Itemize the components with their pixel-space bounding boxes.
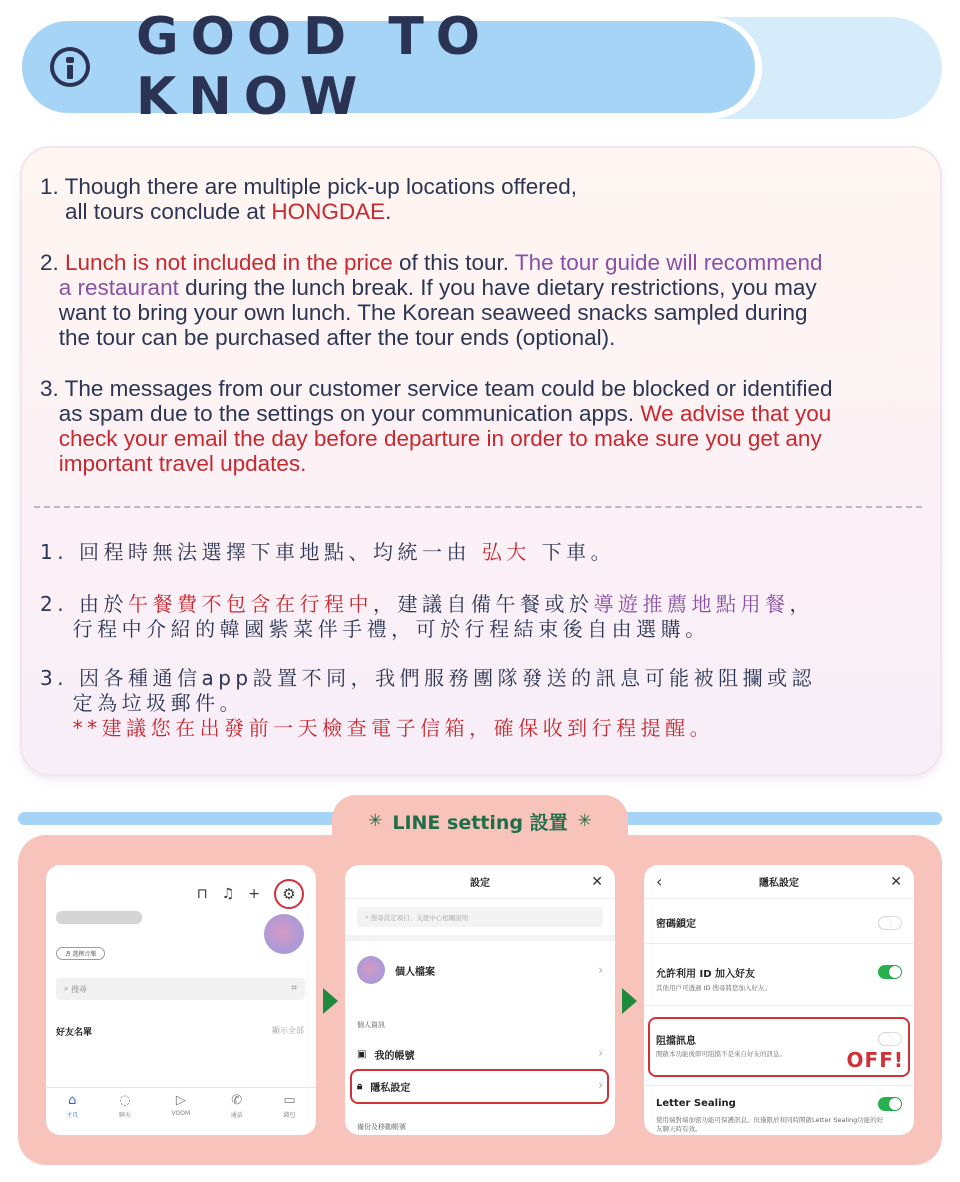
phone-icon: ✆ xyxy=(231,1093,243,1108)
note-highlight: check your email the day before departure in order to make sure you get any xyxy=(58,426,822,451)
note-text: all tours conclude at xyxy=(65,199,272,224)
note-number: 3. xyxy=(40,666,79,690)
english-note-3 xyxy=(40,376,832,476)
nav-label: 通話 xyxy=(230,1112,243,1119)
search-input[interactable] xyxy=(56,978,305,1000)
bell-icon[interactable]: ♫ xyxy=(221,886,235,902)
asterisk-icon: ✳ xyxy=(368,811,383,831)
note-text: Though there are multiple pick-up locations offered, xyxy=(64,174,577,199)
nav-item-wallet[interactable] xyxy=(283,1094,295,1135)
section-label-backup: 備份及移動帳號 xyxy=(357,1123,406,1131)
add-friend-icon[interactable]: + xyxy=(248,886,260,902)
close-icon[interactable]: ✕ xyxy=(890,874,902,890)
nav-label: 聊天 xyxy=(118,1112,131,1119)
privacy-highlight-frame xyxy=(350,1069,609,1104)
note-text: during the lunch break. If you have dietary restrictions, you may xyxy=(178,275,817,300)
note-highlight: HONGDAE xyxy=(271,199,386,224)
note-highlight: 午餐費不包含在行程中 xyxy=(127,592,373,616)
block-messages-label: 阻擋訊息 xyxy=(656,1036,696,1047)
chinese-note-3 xyxy=(40,666,816,741)
passcode-toggle[interactable] xyxy=(878,916,902,930)
select-music-button[interactable]: ♬ 選擇音樂 xyxy=(56,947,105,960)
note-highlight: important travel updates. xyxy=(58,451,307,476)
note-text: 行程中介紹的韓國紫菜伴手禮，可於行程結束後自由選購。 xyxy=(72,617,710,641)
chevron-right-icon: › xyxy=(598,1078,603,1092)
letter-sealing-label: Letter Sealing xyxy=(656,1098,736,1109)
note-highlight: We advise that you xyxy=(640,401,832,426)
arrow-right-icon xyxy=(323,988,338,1014)
search-icon: ⌕ xyxy=(365,912,371,921)
chevron-right-icon: › xyxy=(598,963,603,977)
avatar[interactable] xyxy=(264,914,304,954)
note-text: 回程時無法選擇下車地點、均統一由 xyxy=(78,540,482,564)
note-text: 由於 xyxy=(78,592,128,616)
search-placeholder: 搜尋設定項目、支援中心相關說明 xyxy=(370,913,469,922)
note-text: of this tour. xyxy=(392,250,515,275)
settings-item-label: 隱私設定 xyxy=(370,1083,411,1094)
block-messages-description: 開啟本功能後即可阻擋不是來自好友的訊息。 xyxy=(656,1050,786,1058)
allow-id-toggle[interactable] xyxy=(878,965,902,979)
info-circle-icon xyxy=(50,47,90,87)
phone-screen-home xyxy=(46,865,316,1135)
nav-item-chat[interactable] xyxy=(119,1094,131,1135)
allow-id-description: 其他用戶可透過 ID 搜尋將您加入好友。 xyxy=(656,984,772,992)
nav-label: 主頁 xyxy=(66,1112,79,1119)
nav-item-call[interactable] xyxy=(231,1094,243,1135)
settings-item-label: 我的帳號 xyxy=(374,1051,415,1062)
screen-title: 設定 xyxy=(470,878,490,889)
note-highlight-purple: a restaurant xyxy=(58,275,179,300)
note-highlight: 弘大 xyxy=(481,540,531,564)
note-number: 2. xyxy=(40,250,66,275)
note-text: 定為垃圾郵件。 xyxy=(72,691,245,715)
search-icon: ⌕ xyxy=(64,984,72,993)
note-number: 1. xyxy=(40,174,65,199)
close-icon[interactable]: ✕ xyxy=(591,874,603,890)
chinese-note-1 xyxy=(40,540,615,565)
note-highlight-purple: The tour guide will recommend xyxy=(514,250,823,275)
line-setting-tab xyxy=(332,795,628,847)
letter-sealing-toggle[interactable] xyxy=(878,1097,902,1111)
settings-search-input[interactable] xyxy=(357,907,603,927)
profile-row-label[interactable]: 個人檔案 xyxy=(395,967,435,978)
note-text: as spam due to the settings on your communication apps. xyxy=(58,401,641,426)
note-text: 因各種通信app設置不同，我們服務團隊發送的訊息可能被阻攔或認 xyxy=(78,666,817,690)
toggle-knob xyxy=(889,966,901,978)
note-text: . xyxy=(385,199,392,224)
section-label-personal: 個人資訊 xyxy=(357,1021,385,1029)
allow-id-label: 允許利用 ID 加入好友 xyxy=(656,969,755,980)
phone-screen-privacy xyxy=(644,865,914,1135)
section-separator xyxy=(345,935,615,941)
note-text: 下車。 xyxy=(530,540,616,564)
wallet-icon: ▭ xyxy=(283,1093,296,1108)
profile-name-placeholder xyxy=(56,911,142,924)
gear-icon[interactable]: ⚙ xyxy=(274,879,304,909)
id-card-icon: ▣ xyxy=(357,1049,367,1060)
nav-item-voom[interactable] xyxy=(172,1094,191,1135)
english-note-2 xyxy=(40,250,823,350)
page-title: GOOD TO KNOW xyxy=(135,7,493,127)
chevron-right-icon: › xyxy=(598,1046,603,1060)
passcode-label: 密碼鎖定 xyxy=(656,919,696,930)
off-callout: OFF! xyxy=(846,1048,904,1072)
lock-icon: 🔒︎ xyxy=(357,1081,363,1092)
asterisk-icon: ✳ xyxy=(577,811,592,831)
info-card xyxy=(22,148,940,774)
nav-label: 錢包 xyxy=(283,1112,296,1119)
note-highlight: Lunch is not included in the price xyxy=(65,250,393,275)
toggle-knob xyxy=(879,917,891,929)
note-text: want to bring your own lunch. The Korean seaweed snacks sampled during xyxy=(58,300,808,325)
arrow-right-icon xyxy=(622,988,637,1014)
note-number: 2. xyxy=(40,592,79,616)
settings-item-account[interactable] xyxy=(357,1047,414,1062)
dashed-divider xyxy=(34,506,922,508)
home-icon: ⌂ xyxy=(68,1093,77,1108)
voom-icon: ▷ xyxy=(175,1093,186,1108)
search-placeholder: 搜尋 xyxy=(71,984,88,994)
note-number: 1. xyxy=(40,540,79,564)
toggle-knob xyxy=(889,1098,901,1110)
privacy-header xyxy=(644,865,914,899)
phone-screen-settings xyxy=(345,865,615,1135)
note-text: the tour can be purchased after the tour ends (optional). xyxy=(58,325,616,350)
bottom-nav xyxy=(46,1087,316,1135)
chinese-note-2 xyxy=(40,592,814,642)
english-note-1 xyxy=(40,174,577,224)
friends-list-label: 好友名單 xyxy=(56,1028,93,1038)
row-divider xyxy=(644,1085,914,1086)
note-text: ，建議自備午餐或於 xyxy=(372,592,594,616)
scan-icon[interactable]: ⌗ xyxy=(291,983,297,994)
note-highlight: **建議您在出發前一天檢查電子信箱，確保收到行程提醒。 xyxy=(72,716,715,740)
row-divider xyxy=(644,1005,914,1006)
chat-icon: ◌ xyxy=(119,1093,131,1108)
letter-sealing-description: 使用端對端加密功能可保護訊息。但僅限於和同時開啟Letter Sealing功能的好友聊天時有效。 xyxy=(656,1116,884,1133)
chevron-left-icon[interactable]: ‹ xyxy=(656,872,663,891)
note-text: ， xyxy=(789,592,814,616)
header-banner xyxy=(22,7,755,127)
note-highlight-purple: 導遊推薦地點用餐 xyxy=(593,592,790,616)
row-divider xyxy=(644,943,914,944)
avatar xyxy=(357,956,385,984)
line-setting-label: LINE setting 設置 xyxy=(392,811,568,834)
home-toolbar xyxy=(197,879,304,909)
screen-title: 隱私設定 xyxy=(759,878,799,889)
nav-label: VOOM xyxy=(171,1110,191,1117)
note-number: 3. xyxy=(40,376,65,401)
settings-header xyxy=(345,865,615,899)
note-text: The messages from our customer service team could be blocked or identified xyxy=(64,376,833,401)
nav-item-home[interactable] xyxy=(66,1094,78,1135)
bookmark-icon[interactable]: ⊓ xyxy=(196,886,208,902)
show-all-link[interactable]: 顯示全部 xyxy=(272,1026,304,1035)
